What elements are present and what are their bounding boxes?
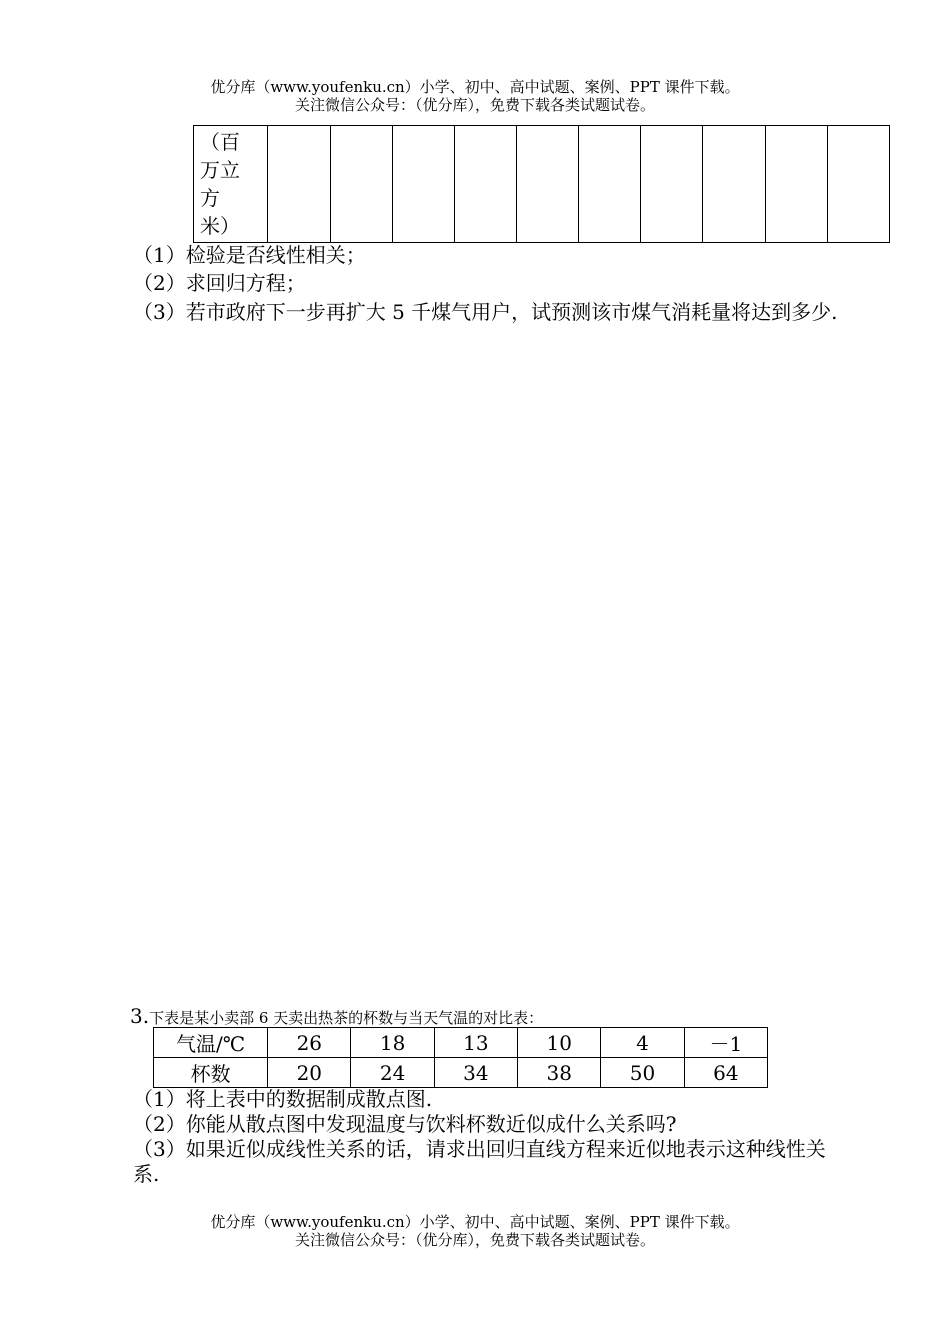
temperature-cups-table <box>153 1027 768 1088</box>
footer-line-2: 关注微信公众号：（优分库），免费下载各类试题试卷。 <box>294 1231 655 1249</box>
table-cell: 18 <box>351 1028 434 1058</box>
empty-cell <box>827 126 889 243</box>
unit-label-line: 米） <box>200 214 240 238</box>
unit-label-cell <box>194 126 268 243</box>
unit-label-line: （百 <box>200 130 240 154</box>
table-cell: 50 <box>601 1058 684 1088</box>
empty-cell <box>765 126 827 243</box>
unit-label-line: 方 <box>200 186 220 210</box>
table-cell: 4 <box>601 1028 684 1058</box>
gas-consumption-table-fragment <box>193 125 890 243</box>
table-cell: 38 <box>518 1058 601 1088</box>
problem3-intro-text: 下表是某小卖部 6 天卖出热茶的杯数与当天气温的对比表： <box>149 1009 544 1027</box>
page-header <box>0 78 950 114</box>
problem-number: 3. <box>130 1004 150 1028</box>
problem2-question-2: （2）求回归方程； <box>133 271 306 295</box>
problem3-question-3-continued: 系. <box>133 1162 160 1186</box>
table-cell: 34 <box>434 1058 517 1088</box>
empty-cell <box>330 126 392 243</box>
header-line-1: 优分库（www.youfenku.cn）小学、初中、高中试题、案例、PPT 课件下载。 <box>210 78 740 96</box>
empty-cell <box>268 126 330 243</box>
problem2-question-1: （1）检验是否线性相关； <box>133 243 366 267</box>
empty-cell <box>641 126 703 243</box>
table-cell: 26 <box>268 1028 351 1058</box>
table-row <box>194 126 890 243</box>
page-footer <box>0 1213 950 1249</box>
header-line-2: 关注微信公众号：（优分库），免费下载各类试题试卷。 <box>294 96 655 114</box>
empty-cell <box>392 126 454 243</box>
table-cell: 20 <box>268 1058 351 1088</box>
row-label-cups: 杯数 <box>154 1058 268 1088</box>
empty-cell <box>703 126 765 243</box>
problem3-question-3: （3）如果近似成线性关系的话，请求出回归直线方程来近似地表示这种线性关 <box>133 1137 826 1161</box>
empty-cell <box>454 126 516 243</box>
footer-line-1: 优分库（www.youfenku.cn）小学、初中、高中试题、案例、PPT 课件下载。 <box>210 1213 740 1231</box>
problem3-question-1: （1）将上表中的数据制成散点图. <box>133 1087 433 1111</box>
problem3-question-2: （2）你能从散点图中发现温度与饮料杯数近似成什么关系吗? <box>133 1112 677 1136</box>
empty-cell <box>579 126 641 243</box>
table-cell: －1 <box>684 1028 767 1058</box>
problem3-intro <box>130 1004 543 1028</box>
unit-label-line: 万立 <box>200 158 240 182</box>
table-row-temperature <box>154 1028 768 1058</box>
table-cell: 10 <box>518 1028 601 1058</box>
table-cell: 64 <box>684 1058 767 1088</box>
table-cell: 13 <box>434 1028 517 1058</box>
table-cell: 24 <box>351 1058 434 1088</box>
row-label-temperature: 气温/℃ <box>154 1028 268 1058</box>
empty-cell <box>516 126 578 243</box>
problem2-question-3: （3）若市政府下一步再扩大 5 千煤气用户，试预测该市煤气消耗量将达到多少. <box>133 300 838 324</box>
table-row-cups <box>154 1058 768 1088</box>
